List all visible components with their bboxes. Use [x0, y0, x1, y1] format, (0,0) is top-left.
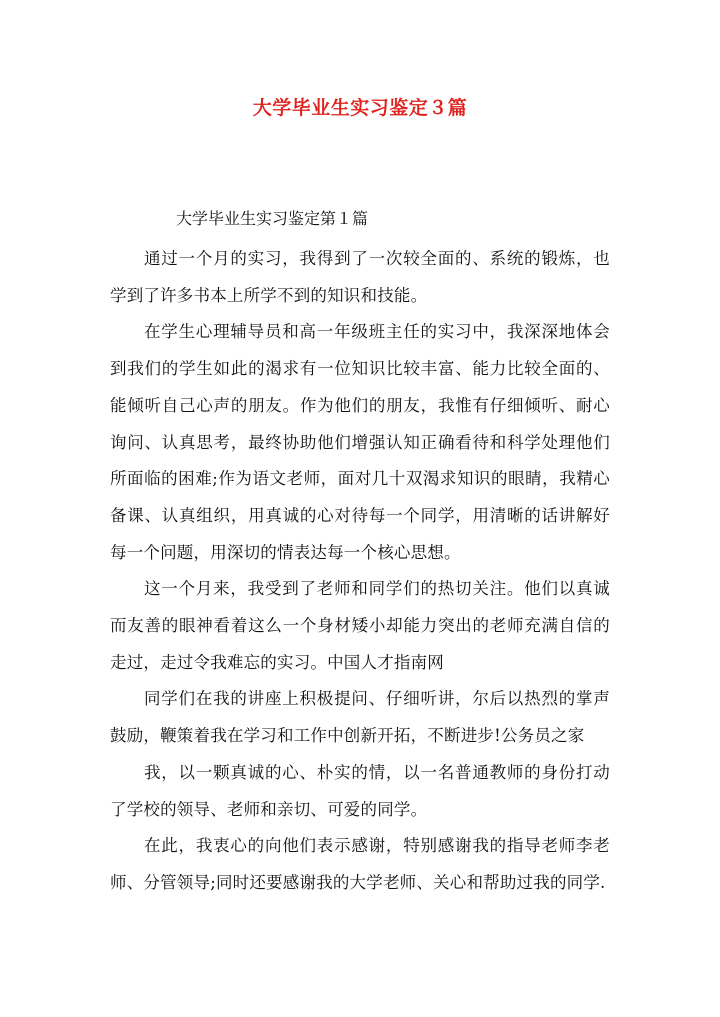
paragraph: 在学生心理辅导员和高一年级班主任的实习中，我深深地体会到我们的学生如此的渴求有一位知识比较丰富、能力比较全面的、能倾听自己心声的朋友。作为他们的朋友，我惟有仔细倾听、耐心询问、认真思考，最终协助他们增强认知正确看待和科学处理他们所面临的困难;作为语文老师，面对几十双渴求知识的眼睛，我精心备课、认真组织，用真诚的心对待每一个同学，用清晰的话讲解好每一个问题，用深切的情表达每一个核心思想。 [110, 322, 610, 562]
document-title: 大学毕业生实习鉴定３篇 [252, 97, 468, 119]
section-heading: 大学毕业生实习鉴定第１篇 [176, 209, 369, 228]
paragraph: 我，以一颗真诚的心、朴实的情，以一名普通教师的身份打动了学校的领导、老师和亲切、可爱的同学。 [110, 762, 610, 819]
document-body [110, 241, 610, 902]
paragraph: 在此，我衷心的向他们表示感谢，特别感谢我的指导老师李老师、分管领导;同时还要感谢我的大学老师、关心和帮助过我的同学. [110, 836, 610, 892]
paragraph: 同学们在我的讲座上积极提问、仔细听讲，尔后以热烈的掌声鼓励，鞭策着我在学习和工作中创新开拓，不断进步!公务员之家 [110, 689, 610, 746]
paragraph: 这一个月来，我受到了老师和同学们的热切关注。他们以真诚而友善的眼神看着这么一个身材矮小却能力突出的老师充满自信的走过，走过令我难忘的实习。中国人才指南网 [110, 579, 610, 672]
paragraph: 通过一个月的实习，我得到了一次较全面的、系统的锻炼，也学到了许多书本上所学不到的知识和技能。 [110, 249, 610, 305]
